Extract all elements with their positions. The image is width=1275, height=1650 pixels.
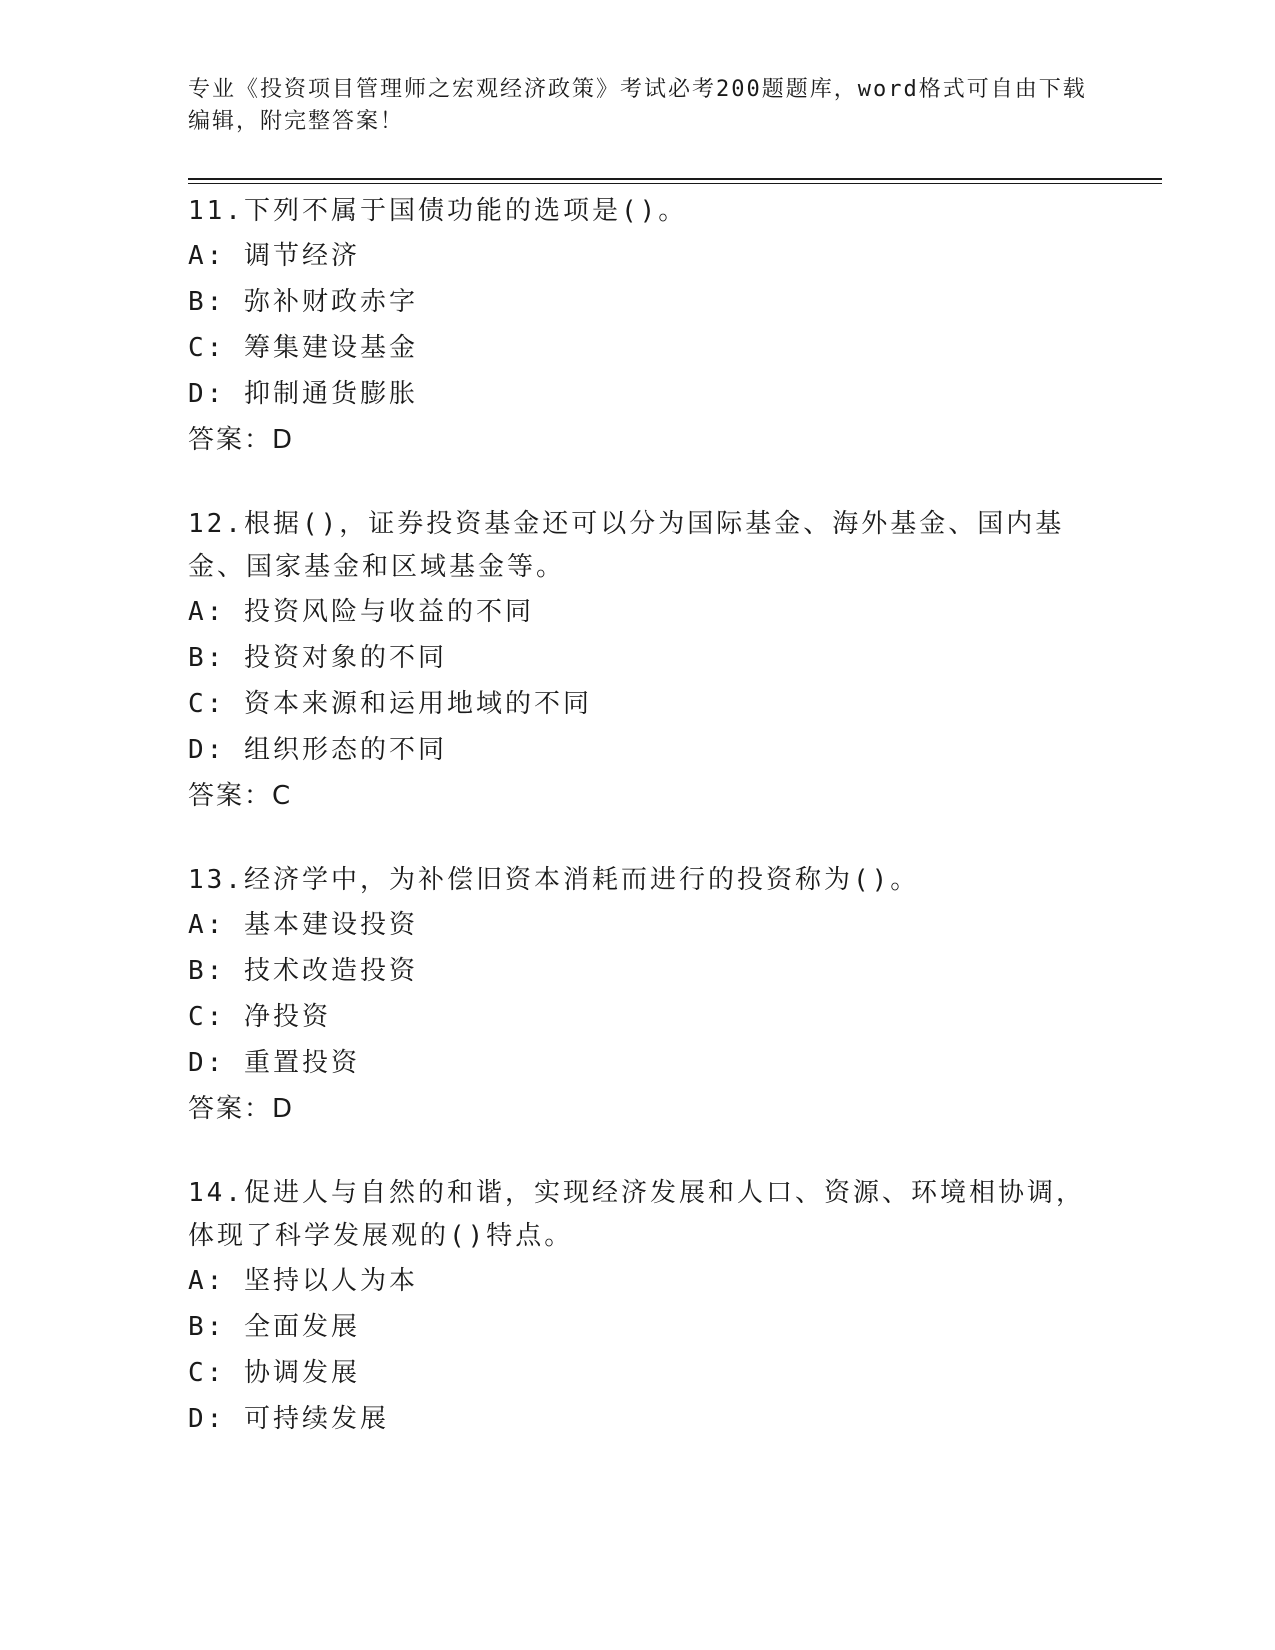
option-c: C: 协调发展 [188,1358,360,1388]
question-spacer [188,1132,1088,1172]
option-b: B: 全面发展 [188,1312,360,1342]
option-c: C: 资本来源和运用地域的不同 [188,689,592,719]
answer: 答案：C [188,781,293,811]
option-b: B: 投资对象的不同 [188,643,447,673]
option-d: D: 重置投资 [188,1048,360,1078]
question-spacer [188,819,1088,859]
option-a: A: 调节经济 [188,241,360,271]
option-a: A: 坚持以人为本 [188,1266,418,1296]
option-a: A: 基本建设投资 [188,910,418,940]
option-c: C: 筹集建设基金 [188,333,418,363]
question-stem: 11.下列不属于国债功能的选项是()。 [188,196,688,226]
question-list [188,190,1088,1442]
option-d: D: 组织形态的不同 [188,735,447,765]
option-b: B: 弥补财政赤字 [188,287,418,317]
document-header: 专业《投资项目管理师之宏观经济政策》考试必考200题题库，word格式可自由下载编辑，附完整答案！ [188,77,1087,134]
option-a: A: 投资风险与收益的不同 [188,597,534,627]
question-stem: 13.经济学中，为补偿旧资本消耗而进行的投资称为()。 [188,865,920,895]
question-12 [188,503,1088,819]
question-stem: 14.促进人与自然的和谐，实现经济发展和人口、资源、环境相协调，体现了科学发展观的()特点。 [188,1178,1085,1251]
option-c: C: 净投资 [188,1002,331,1032]
question-14 [188,1172,1088,1442]
option-b: B: 技术改造投资 [188,956,418,986]
option-d: D: 抑制通货膨胀 [188,379,418,409]
question-11 [188,190,1088,463]
question-13 [188,859,1088,1132]
header-divider-thin [188,183,1162,184]
question-spacer [188,463,1088,503]
question-stem: 12.根据()，证券投资基金还可以分为国际基金、海外基金、国内基金、国家基金和区域基金等。 [188,509,1065,582]
answer: 答案：D [188,1094,295,1124]
header-divider-thick [188,178,1162,180]
option-d: D: 可持续发展 [188,1404,389,1434]
answer: 答案：D [188,425,295,455]
